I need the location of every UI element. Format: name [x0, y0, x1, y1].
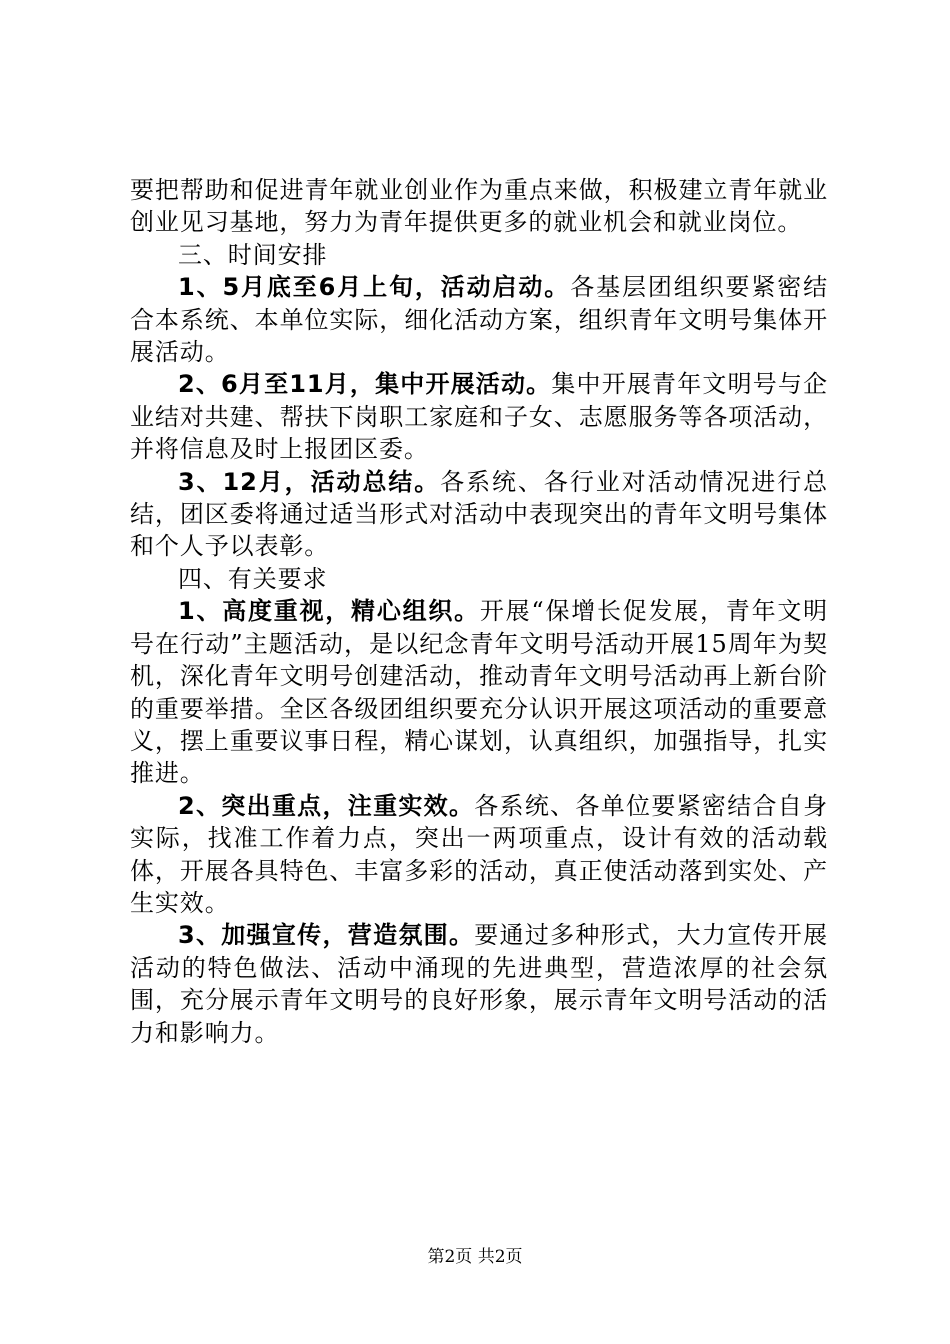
schedule-item-3-text: 各系统、各行业对活动情况进行总结，团区委将通过适当形式对活动中表现突出的青年文明号集体和个人予以表彰。 — [130, 467, 829, 561]
requirement-item-2 — [130, 790, 828, 920]
page-footer: 第2页 共2页 — [427, 1247, 523, 1267]
requirement-item-3-text: 要通过多种形式，大力宣传开展活动的特色做法、活动中涌现的先进典型，营造浓厚的社会氛围，充分展示青年文明号的良好形象，展示青年文明号活动的活力和影响力。 — [130, 921, 828, 1047]
section-heading-schedule: 三、时间安排 — [178, 240, 328, 269]
schedule-item-1 — [130, 271, 828, 368]
requirement-item-3-lead: 3、加强宣传，营造氛围。 — [178, 921, 475, 950]
schedule-item-1-lead: 1、5月底至6月上旬，活动启动。 — [178, 273, 571, 302]
schedule-item-2 — [130, 368, 828, 465]
requirement-item-1-lead: 1、高度重视，精心组织。 — [178, 597, 480, 626]
intro-continuation-paragraph: 要把帮助和促进青年就业创业作为重点来做，积极建立青年就业创业见习基地，努力为青年提供更多的就业机会和就业岗位。 — [130, 176, 828, 237]
schedule-item-2-lead: 2、6月至11月，集中开展活动。 — [178, 370, 552, 399]
schedule-item-1-text: 各基层团组织要紧密结合本系统、本单位实际，细化活动方案，组织青年文明号集体开展活动。 — [130, 273, 829, 367]
requirement-item-2-lead: 2、突出重点，注重实效。 — [178, 791, 475, 820]
section-heading-requirements: 四、有关要求 — [178, 564, 328, 593]
requirement-item-1 — [130, 595, 828, 789]
requirement-item-3 — [130, 919, 828, 1049]
document-body — [130, 174, 828, 1049]
schedule-item-3-lead: 3、12月，活动总结。 — [178, 467, 441, 496]
schedule-item-3 — [130, 466, 828, 563]
requirement-item-2-text: 各系统、各单位要紧密结合自身实际，找准工作着力点，突出一两项重点，设计有效的活动载体，开展各具特色、丰富多彩的活动，真正使活动落到实处、产生实效。 — [130, 791, 828, 917]
schedule-item-2-text: 集中开展青年文明号与企业结对共建、帮扶下岗职工家庭和子女、志愿服务等各项活动，并将信息及时上报团区委。 — [130, 370, 828, 464]
requirement-item-1-text: 开展“保增长促发展，青年文明号在行动”主题活动，是以纪念青年文明号活动开展15周年为契机，深化青年文明号创建活动，推动青年文明号活动再上新台阶的重要举措。全区各级团组织要充分认识开展这项活动的重要意义，摆上重要议事日程，精心谋划，认真组织，加强指导，扎实推进。 — [130, 597, 829, 788]
